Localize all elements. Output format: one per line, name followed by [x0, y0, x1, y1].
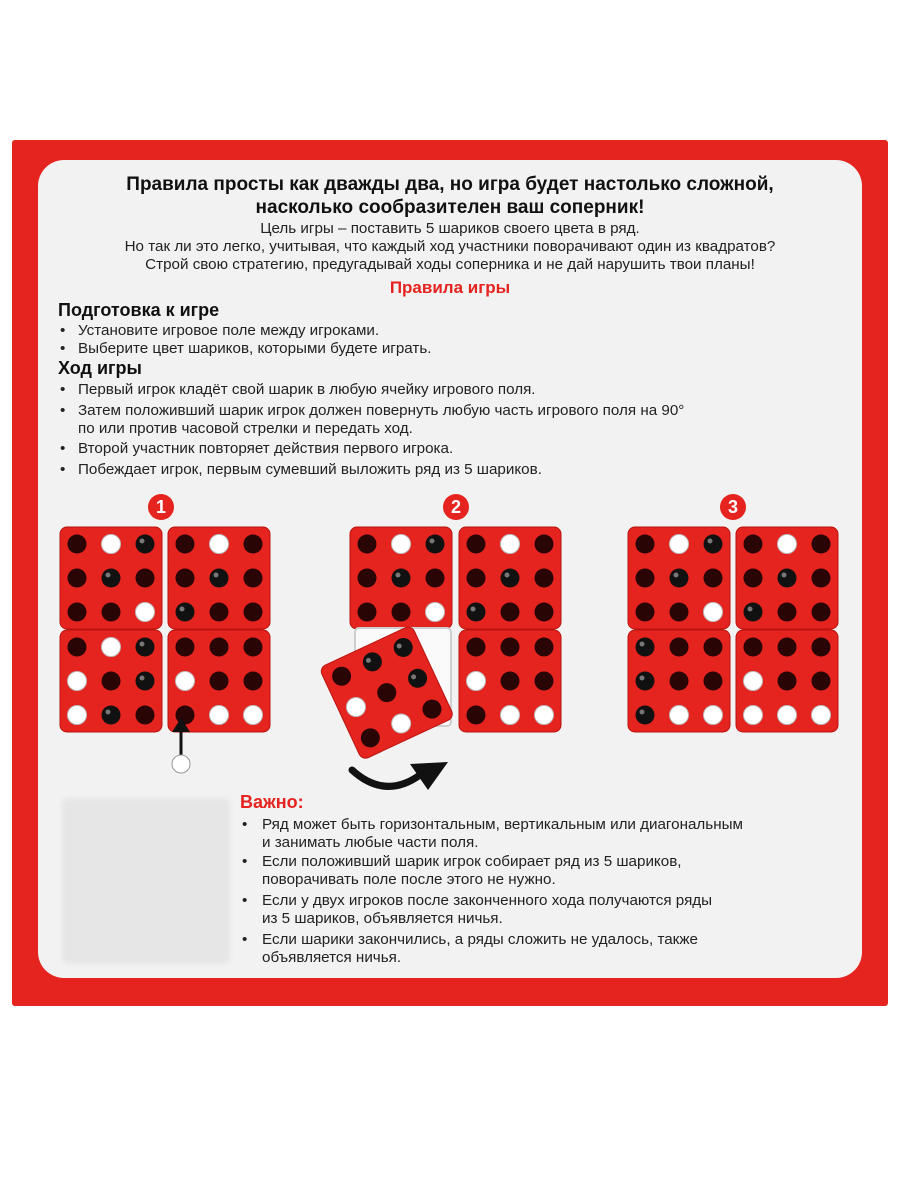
empty-hole [704, 569, 723, 588]
black-ball [501, 569, 520, 588]
ball-highlight [430, 539, 435, 544]
empty-hole [467, 535, 486, 554]
empty-hole [210, 672, 229, 691]
ball-highlight [396, 573, 401, 578]
ball-highlight [140, 539, 145, 544]
empty-hole [358, 535, 377, 554]
empty-hole [467, 638, 486, 657]
ball-highlight [106, 710, 111, 715]
black-ball [744, 603, 763, 622]
empty-hole [670, 638, 689, 657]
empty-hole [358, 603, 377, 622]
preparation-heading: Подготовка к игре [58, 300, 220, 320]
white-ball-to-place [172, 755, 190, 773]
empty-hole [704, 672, 723, 691]
black-ball [102, 706, 121, 725]
empty-hole [778, 638, 797, 657]
empty-hole [812, 569, 831, 588]
empty-hole [426, 569, 445, 588]
empty-hole [467, 569, 486, 588]
step-number-3: 3 [720, 494, 746, 520]
turn-item-text: Второй участник повторяет действия первого игрока. [78, 440, 454, 457]
white-ball [102, 535, 121, 554]
important-item-text: Ряд может быть горизонтальным, вертикальным или диагональным [262, 816, 743, 833]
white-ball [778, 535, 797, 554]
white-ball [210, 706, 229, 725]
empty-hole [501, 638, 520, 657]
board-quadrant [60, 527, 162, 629]
white-ball [744, 672, 763, 691]
turn-heading: Ход игры [58, 358, 142, 378]
rotation-arrow [352, 770, 420, 786]
empty-hole [68, 638, 87, 657]
ball-highlight [640, 642, 645, 647]
white-ball [176, 672, 195, 691]
empty-hole [136, 706, 155, 725]
black-ball [392, 569, 411, 588]
ball-highlight [471, 607, 476, 612]
black-ball [426, 535, 445, 554]
empty-hole [535, 535, 554, 554]
step-number-2: 2 [443, 494, 469, 520]
empty-hole [812, 535, 831, 554]
white-ball [68, 706, 87, 725]
empty-hole [244, 535, 263, 554]
white-ball [704, 603, 723, 622]
important-item-text: объявляется ничья. [262, 949, 402, 966]
empty-hole [210, 638, 229, 657]
empty-hole [68, 569, 87, 588]
empty-hole [501, 603, 520, 622]
white-ball [670, 706, 689, 725]
white-ball [501, 706, 520, 725]
empty-hole [535, 603, 554, 622]
turn-item-text: Побеждает игрок, первым сумевший выложить ряд из 5 шариков. [78, 461, 542, 478]
empty-hole [392, 603, 411, 622]
blurred-image [62, 798, 230, 964]
empty-hole [176, 638, 195, 657]
empty-hole [68, 535, 87, 554]
empty-hole [636, 535, 655, 554]
empty-hole [358, 569, 377, 588]
white-ball [102, 638, 121, 657]
empty-hole [744, 638, 763, 657]
rules-title: Правила игры [389, 278, 511, 297]
ball-highlight [214, 573, 219, 578]
empty-hole [670, 672, 689, 691]
intro-line-3: Строй свою стратегию, предугадывай ходы соперника и не дай нарушить твои планы! [145, 256, 755, 273]
board-quadrant [168, 630, 270, 732]
empty-hole [812, 672, 831, 691]
title-line-1: Правила просты как дважды два, но игра будет настолько сложной, [126, 174, 774, 195]
black-ball [670, 569, 689, 588]
step-number-1: 1 [148, 494, 174, 520]
empty-hole [744, 569, 763, 588]
board-quadrant [736, 527, 838, 629]
important-item-text: из 5 шариков, объявляется ничья. [262, 910, 503, 927]
empty-hole [68, 603, 87, 622]
empty-hole [636, 603, 655, 622]
black-ball [136, 638, 155, 657]
white-ball [501, 535, 520, 554]
black-ball [636, 706, 655, 725]
black-ball [176, 603, 195, 622]
white-ball [812, 706, 831, 725]
white-ball [426, 603, 445, 622]
empty-hole [136, 569, 155, 588]
black-ball [636, 638, 655, 657]
black-ball [136, 535, 155, 554]
empty-hole [176, 535, 195, 554]
empty-hole [467, 706, 486, 725]
empty-hole [744, 535, 763, 554]
board-quadrant [459, 630, 561, 732]
white-ball [535, 706, 554, 725]
ball-highlight [782, 573, 787, 578]
ball-highlight [140, 676, 145, 681]
intro-line-2: Но так ли это легко, учитывая, что каждый ход участники поворачивают один из квадратов? [124, 238, 776, 255]
turn-item-text-continued: по или против часовой стрелки и передать ход. [78, 420, 413, 437]
white-ball [778, 706, 797, 725]
white-ball [704, 706, 723, 725]
preparation-item-text: Установите игровое поле между игроками. [78, 322, 380, 339]
ball-highlight [640, 710, 645, 715]
empty-hole [670, 603, 689, 622]
ball-highlight [180, 607, 185, 612]
white-ball [244, 706, 263, 725]
ball-highlight [674, 573, 679, 578]
empty-hole [244, 672, 263, 691]
turn-item-text: Затем положивший шарик игрок должен повернуть любую часть игрового поля на 90° [78, 402, 685, 419]
empty-hole [176, 569, 195, 588]
black-ball [210, 569, 229, 588]
white-ball [210, 535, 229, 554]
white-ball [744, 706, 763, 725]
ball-highlight [505, 573, 510, 578]
black-ball [467, 603, 486, 622]
title-line-2: насколько сообразителен ваш соперник! [255, 197, 645, 218]
white-ball [670, 535, 689, 554]
white-ball [68, 672, 87, 691]
empty-hole [501, 672, 520, 691]
empty-hole [244, 569, 263, 588]
board-quadrant [736, 630, 838, 732]
important-item-text: и занимать любые части поля. [262, 834, 479, 851]
white-ball [392, 535, 411, 554]
board-quadrant [628, 527, 730, 629]
empty-hole [636, 569, 655, 588]
important-item-text: Если у двух игроков после законченного хода получаются ряды [262, 892, 713, 909]
white-ball [467, 672, 486, 691]
important-heading: Важно: [240, 792, 304, 812]
black-ball [778, 569, 797, 588]
ball-highlight [708, 539, 713, 544]
board-quadrant [459, 527, 561, 629]
black-ball [136, 672, 155, 691]
empty-hole [778, 603, 797, 622]
ball-highlight [640, 676, 645, 681]
turn-item-text: Первый игрок кладёт свой шарик в любую ячейку игрового поля. [78, 381, 536, 398]
board-quadrant [60, 630, 162, 732]
empty-hole [102, 603, 121, 622]
empty-hole [812, 638, 831, 657]
board-quadrant [350, 527, 452, 629]
important-item-text: Если положивший шарик игрок собирает ряд из 5 шариков, [262, 853, 682, 870]
intro-line-1: Цель игры – поставить 5 шариков своего цвета в ряд. [260, 220, 640, 237]
black-ball [636, 672, 655, 691]
empty-hole [812, 603, 831, 622]
black-ball [102, 569, 121, 588]
ball-highlight [140, 642, 145, 647]
empty-hole [210, 603, 229, 622]
board-quadrant [168, 527, 270, 629]
white-ball [136, 603, 155, 622]
empty-hole [176, 706, 195, 725]
empty-hole [535, 672, 554, 691]
black-ball [704, 535, 723, 554]
empty-hole [704, 638, 723, 657]
important-item-text: Если шарики закончились, а ряды сложить не удалось, также [262, 931, 698, 948]
preparation-item-text: Выберите цвет шариков, которыми будете играть. [78, 340, 432, 357]
empty-hole [535, 569, 554, 588]
empty-hole [244, 638, 263, 657]
ball-highlight [106, 573, 111, 578]
empty-hole [102, 672, 121, 691]
empty-hole [535, 638, 554, 657]
ball-highlight [748, 607, 753, 612]
empty-hole [244, 603, 263, 622]
empty-hole [778, 672, 797, 691]
board-quadrant [628, 630, 730, 732]
important-item-text: поворачивать поле после этого не нужно. [262, 871, 556, 888]
